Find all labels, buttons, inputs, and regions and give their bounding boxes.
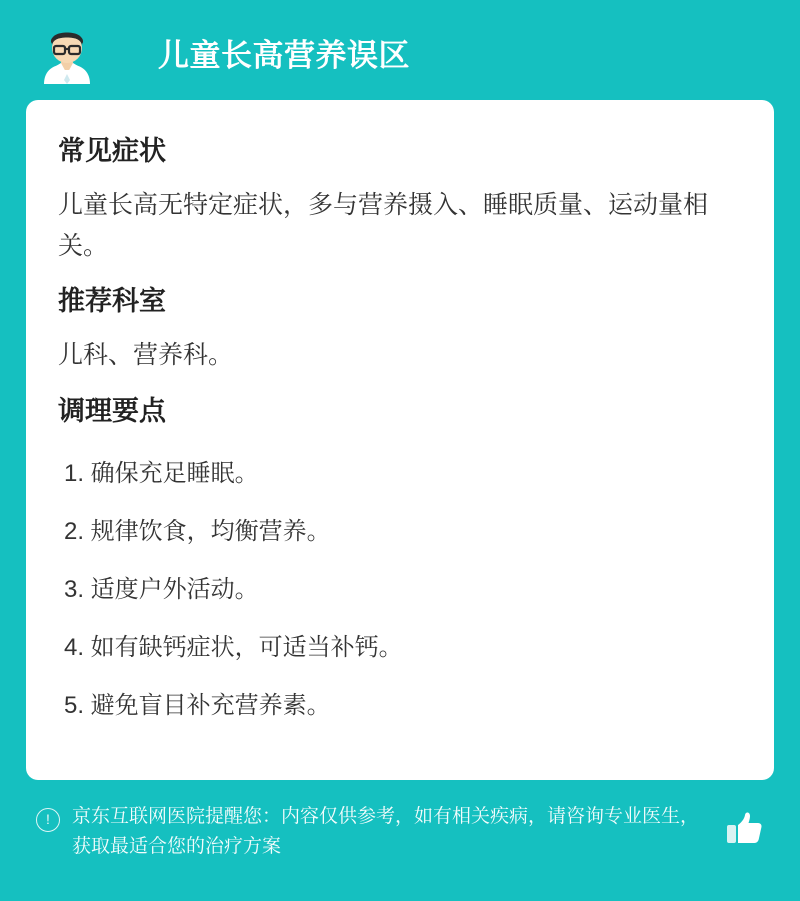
- section-body-department: 儿科、营养科。: [58, 341, 234, 370]
- content-card: [26, 100, 774, 780]
- list-item: 1. 确保充足睡眠。: [64, 459, 259, 487]
- list-item: 5. 避免盲目补充营养素。: [64, 691, 331, 719]
- disclaimer-text: 京东互联网医院提醒您：内容仅供参考，如有相关疾病，请咨询专业医生，获取最适合您的治疗方案: [72, 806, 700, 858]
- info-icon: !: [36, 808, 60, 832]
- section-heading-symptoms: 常见症状: [58, 136, 166, 166]
- section-body-symptoms: 儿童长高无特定症状，多与营养摄入、睡眠质量、运动量相关。: [58, 191, 709, 260]
- doctor-avatar-icon: [34, 22, 100, 88]
- list-item: 4. 如有缺钙症状，可适当补钙。: [64, 633, 403, 661]
- thumbs-up-icon[interactable]: [724, 808, 764, 848]
- list-item: 2. 规律饮食，均衡营养。: [64, 517, 331, 545]
- page-title: 儿童长高营养误区: [158, 38, 410, 74]
- footer-disclaimer: [26, 798, 774, 863]
- tips-list: [58, 445, 742, 735]
- section-heading-tips: 调理要点: [58, 395, 166, 426]
- page-header: [26, 26, 774, 86]
- section-heading-department: 推荐科室: [58, 286, 166, 317]
- list-item: 3. 适度户外活动。: [64, 575, 259, 603]
